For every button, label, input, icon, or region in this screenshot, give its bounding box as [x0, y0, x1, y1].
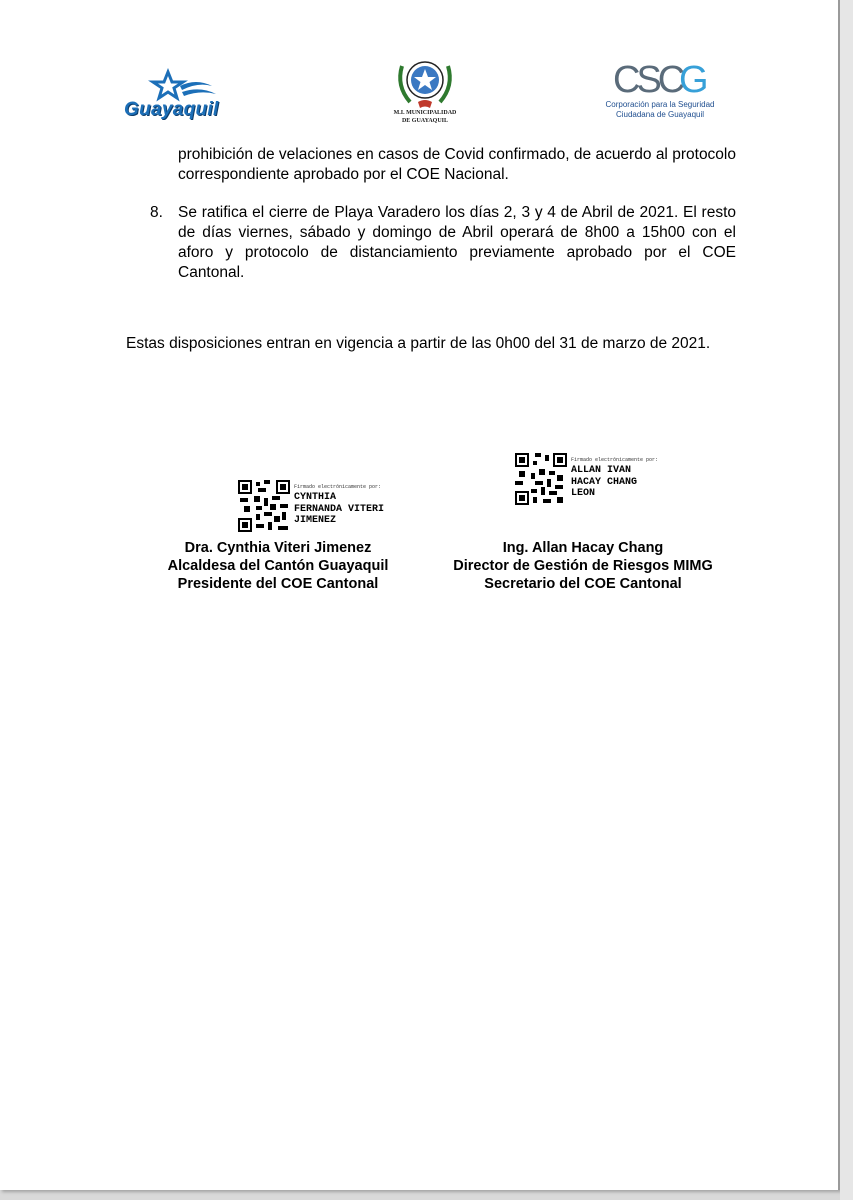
signer-role: Director de Gestión de Riesgos MIMG: [453, 558, 713, 574]
electronic-signature-left: [238, 480, 408, 534]
signer-block-left: [148, 539, 408, 593]
svg-text:G: G: [679, 59, 709, 100]
list-item-8-text: Se ratifica el cierre de Playa Varadero los días 2, 3 y 4 de Abril de 2021. El resto de días viernes, sábado y domingo de Abril operará de 8h00 a 15h00 con el aforo y protocolo de distanciamiento previamente aprobado por el COE Cantonal.: [178, 204, 736, 281]
cscg-subtitle-line2: Ciudadana de Guayaquil: [615, 110, 705, 119]
municipality-seal: [380, 56, 470, 134]
seal-text-line2: DE GUAYAQUIL: [401, 118, 449, 124]
signature-stamp-name: ALLAN IVAN HACAY CHANG LEON: [571, 465, 638, 499]
electronic-signature-right: [515, 453, 685, 507]
signer-name: Dra. Cynthia Viteri Jimenez: [184, 540, 372, 556]
cscg-subtitle-line1: Corporación para la Seguridad: [605, 100, 715, 109]
cscg-mark-icon: [595, 56, 725, 100]
signer-role: Alcaldesa del Cantón Guayaquil: [167, 558, 389, 574]
qr-code-icon: [515, 453, 567, 505]
continuation-paragraph: prohibición de velaciones en casos de Covid confirmado, de acuerdo al protocolo correspondiente aprobado por el COE Nacional.: [178, 146, 736, 183]
signer-name: Ing. Allan Hacay Chang: [502, 540, 664, 556]
signature-stamp-name: CYNTHIA FERNANDA VITERI JIMENEZ: [294, 492, 385, 526]
guayaquil-logo: [124, 68, 236, 126]
list-item-number: 8.: [150, 204, 163, 221]
signature-stamp-label: Firmado electrónicamente por:: [571, 457, 659, 463]
signer-block-right: [430, 539, 736, 593]
guayaquil-logo-text: Guayaquil: [124, 99, 219, 120]
closing-paragraph: Estas disposiciones entran en vigencia a partir de las 0h00 del 31 de marzo de 2021.: [126, 335, 711, 352]
seal-emblem-icon: [380, 56, 470, 110]
seal-text-line1: M.I. MUNICIPALIDAD: [393, 110, 457, 116]
signer-role: Presidente del COE Cantonal: [177, 576, 379, 592]
signature-stamp-label: Firmado electrónicamente por:: [294, 484, 382, 490]
qr-code-icon: [238, 480, 290, 532]
star-icon: [124, 68, 236, 102]
cscg-logo: [595, 56, 725, 126]
signer-role: Secretario del COE Cantonal: [484, 576, 682, 592]
viewer-scrollbar[interactable]: [840, 0, 853, 1200]
svg-text:CSC: CSC: [613, 59, 682, 100]
